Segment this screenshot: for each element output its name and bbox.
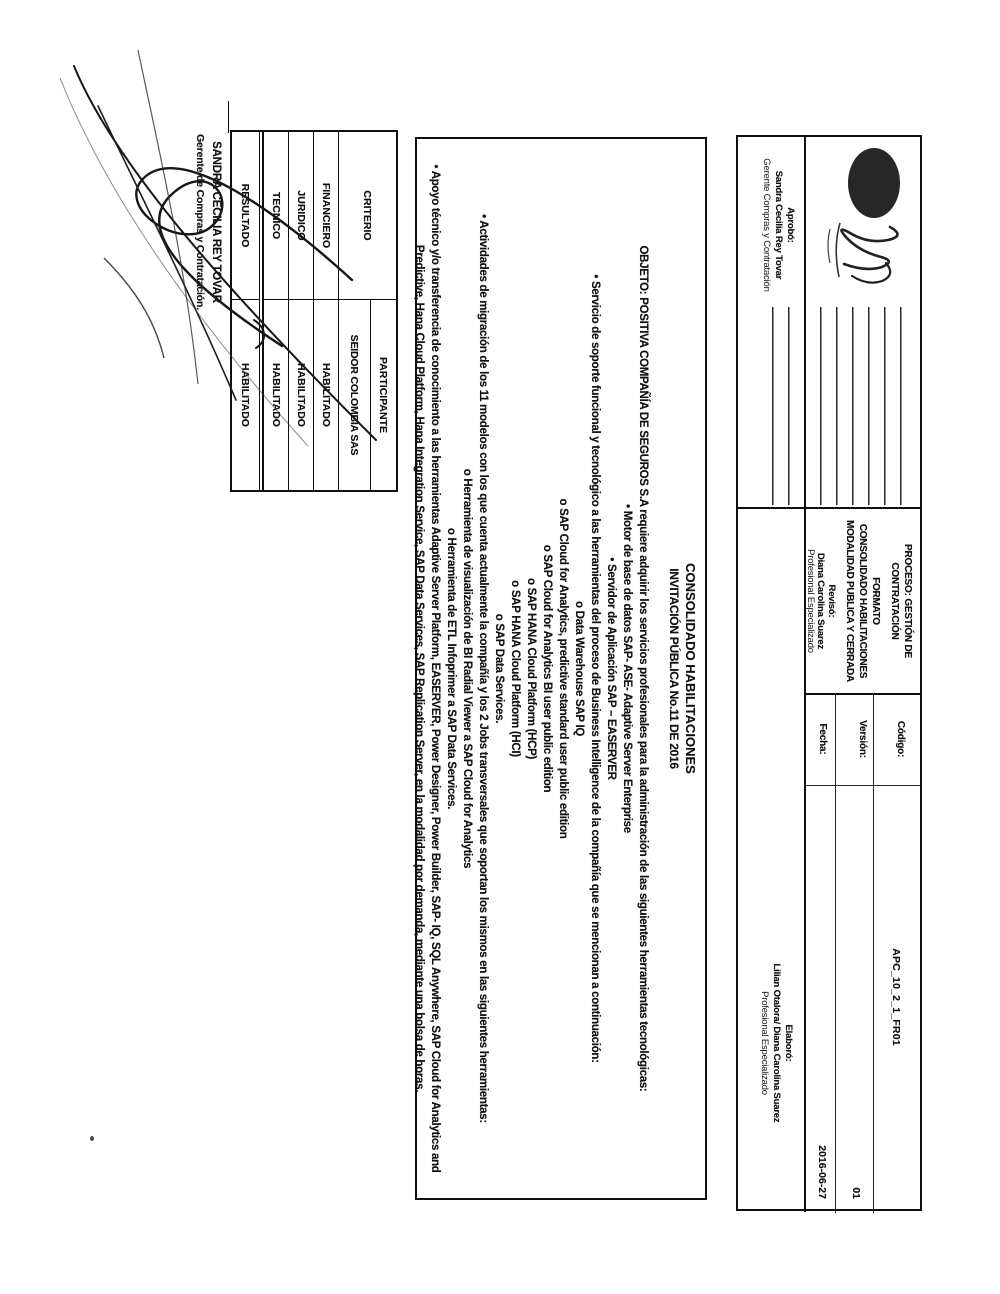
bullet-line [475, 139, 491, 1198]
header-form-table [736, 135, 922, 1211]
sub-bullet-line [571, 139, 587, 1198]
version-label: Versión: [857, 720, 868, 758]
reviso-label: Revisó: [826, 584, 837, 618]
elaboro-name: Lilian Otalora/ Diana Carolina Suarez [771, 963, 782, 1123]
bullet-line [603, 139, 619, 1198]
process-title: PROCESO: GESTIÓN DE CONTRATACIÓN [889, 544, 913, 658]
fecha-value: 2016-06-27 [816, 1145, 828, 1199]
criterio-cell: TECNICO [264, 132, 288, 300]
objeto-paragraph: OBJETO: POSITIVA COMPAÑÍA DE SEGUROS S.A requiere adquirir los servicios profesionales para la administración de las siguientes herramientas tecnológicas: [637, 245, 649, 1092]
aprobo-label: Aprobó: [785, 207, 796, 243]
spacer [651, 139, 665, 1198]
header-divider-vertical-1 [736, 507, 922, 509]
handwritten-signature-scribble [60, 48, 404, 448]
sub-bullet-text: SAP Cloud for Analytics, predictive standard user public edition [557, 508, 569, 839]
participant-name-cell: SEIDOR COLOMBIA SAS [348, 334, 361, 456]
sub-bullet-text: SAP HANA Cloud Platform (HCP) [525, 587, 537, 760]
criterio-cell: RESULTADO [232, 132, 259, 300]
bullet-text: Actividades de migración de los 11 modelos con los que cuenta actualmente la compañía y los 2 Jobs transversales que soportan los mismos en las siguientes herramientas: [477, 220, 489, 1123]
format-title-block [843, 511, 882, 691]
format-line-3: MODALIDAD PUBLICA Y CERRADA [844, 520, 855, 682]
estado-cell: HABILITADO [320, 363, 332, 427]
reviso-block [805, 511, 837, 691]
box-title: CONSOLIDADO HABILITACIONES [683, 563, 698, 774]
criterio-cell: FINANCIERO [314, 132, 338, 300]
bullet-line [411, 139, 443, 1198]
bullet-marker: • [589, 274, 601, 279]
bullet-marker: • [605, 557, 617, 562]
elaboro-title: Profesional Especializado [759, 991, 770, 1095]
reviso-title: Profesional Especializado [805, 549, 816, 653]
bullet-marker: • [429, 164, 441, 169]
scan-speck [90, 1136, 94, 1141]
sub-bullet-text: SAP Cloud for Analytics BI user public edition [541, 554, 553, 793]
sub-bullet-text: SAP HANA Cloud Platform (HCI) [509, 589, 521, 757]
sub-bullet-marker: o [493, 613, 505, 621]
participante-header-cell: PARTICIPANTE [370, 300, 396, 490]
sub-bullet-marker: o [525, 577, 537, 585]
fecha-label: Fecha: [817, 723, 828, 755]
object-box [415, 137, 707, 1200]
header-divider-vertical-3 [806, 785, 920, 786]
sub-bullet-marker: o [445, 527, 457, 535]
signatory-name: SANDRA CECILIA REY TOVAR [210, 141, 222, 303]
sub-bullet-line [523, 139, 539, 1198]
criterio-header-cell: CRITERIO [339, 132, 396, 300]
sub-bullet-line [539, 139, 555, 1198]
sub-bullet-text: Herramienta de ETL Infoprimer a SAP Data Services. [445, 537, 457, 810]
aprobo-block [760, 139, 796, 311]
bullet-text: Motor de base de datos SAP- ASE- Adaptive Server Enterprise [621, 510, 633, 833]
bullet-marker: • [621, 504, 633, 508]
version-value: 01 [850, 1187, 862, 1199]
bullet-text: Apoyo técnico y/o transferencia de conocimiento a las herramientas Adaptive Server Platform, EASERVER, Power Designer, Power Builder, SAP- IQ, SQL Anywhere, SAP Cloud for Analytics and Predictive, Hana Cloud Platform, Hana Integration Service, SAP Data Services, SAP Replication Server, en la modalidad por demanda, mediante una bolsa de horas. [413, 170, 441, 1173]
sub-bullet-line [555, 139, 571, 1198]
sub-bullet-line [491, 139, 507, 1198]
sub-bullet-line [459, 139, 475, 1198]
bullet-line [619, 139, 635, 1198]
sub-bullet-text: Data Warehouse SAP IQ [573, 610, 585, 736]
format-line-1: FORMATO [870, 577, 881, 625]
codigo-value: APC_10_2_1_FR01 [890, 948, 902, 1046]
sub-bullet-marker: o [461, 468, 473, 476]
elaboro-block [758, 879, 794, 1207]
sub-bullet-text: Herramienta de visualización de BI Radial Viewer a SAP Cloud for Analytics [461, 478, 473, 869]
format-line-2: CONSOLIDADO HABILITACIONES [857, 523, 868, 679]
bullet-marker: • [477, 214, 489, 218]
bullet-line [587, 139, 603, 1198]
reviso-name: Diana Carolina Suarez [815, 552, 827, 650]
estado-cell: HABILITADO [270, 363, 282, 427]
bullet-text: Servicio de soporte funcional y tecnológico a las herramientas del proceso de Business Intelligence de la compañía que se mencionan a continuación: [589, 281, 601, 1063]
estado-cell: HABILITADO [295, 363, 307, 427]
sub-bullet-marker: o [573, 601, 585, 608]
positiva-logo [820, 143, 916, 307]
bullet-text: Servidor de Aplicación SAP – EASERVER [605, 564, 617, 780]
sub-bullet-line [507, 139, 523, 1198]
blank-form-lines [770, 307, 916, 505]
box-subtitle: INVITACIÓN PÚBLICA No.11 DE 2016 [667, 568, 681, 769]
signatory-title: Gerente de Compras y Contratación. [194, 134, 206, 310]
aprobo-name: Sandra Cecilia Rey Tovar [773, 170, 784, 280]
estado-cell: HABILITADO [239, 363, 252, 427]
header-row-separator-2 [835, 693, 836, 1213]
header-row-separator-1 [873, 693, 874, 1213]
elaboro-label: Elaboró: [783, 1024, 794, 1062]
sub-bullet-line [443, 139, 459, 1198]
sub-bullet-text: SAP Data Services. [493, 623, 505, 724]
sub-bullet-marker: o [557, 498, 569, 506]
aprobo-title: Gerente Compras y Contratación [761, 158, 772, 292]
sub-bullet-marker: o [509, 580, 521, 587]
criterio-cell: JURIDICO [289, 132, 313, 300]
codigo-label: Código: [895, 720, 906, 758]
sub-bullet-marker: o [541, 544, 553, 552]
